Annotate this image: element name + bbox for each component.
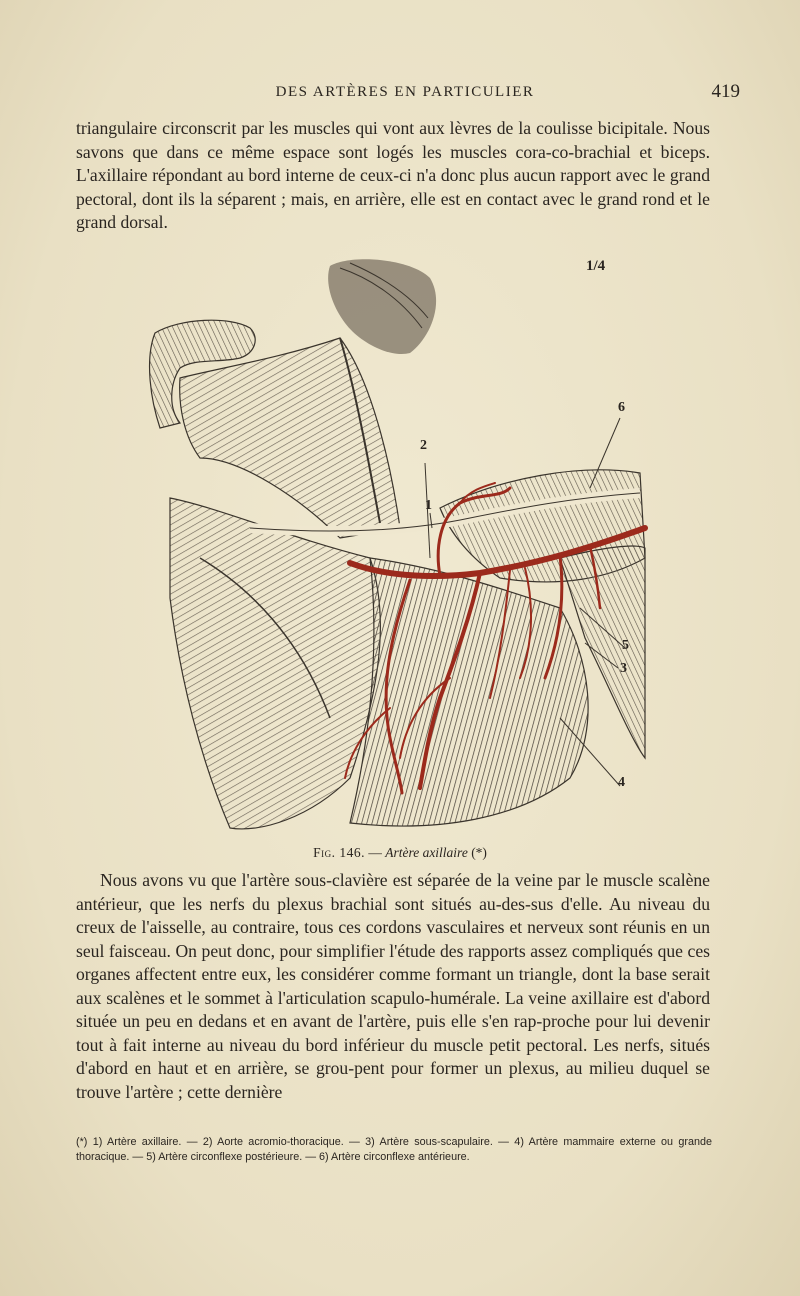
label-3: 3	[620, 661, 627, 676]
label-2: 2	[420, 438, 427, 453]
label-1: 1	[425, 498, 432, 513]
caption-marker: (*)	[467, 845, 487, 860]
paragraph-2: Nous avons vu que l'artère sous-clavière est séparée de la veine par le muscle scalène antérieur, que les nerfs du plexus brachial sont situés au-des-sus d'elle. Au niveau du creux de l'aisselle, au contraire, tous ces cordons vasculaires et nerveux sont réunis en un seul faisceau. On peut donc, pour simplifier l'étude des rapports assez compliqués que ces organes affectent entre eux, les considérer comme formant un triangle, dont la base serait aux scalènes et le sommet à l'articulation scapulo-humérale. La veine axillaire est d'abord située un peu en dedans et en avant de l'artère, puis elle s'en rap-proche pour lui devenir tout à fait interne au niveau du bord inférieur du muscle petit pectoral. Les nerfs, situés d'abord en haut et en arrière, se grou-pent pour former un plexus, au milieu duquel se trouve l'artère ; cette dernière	[76, 870, 710, 1102]
caption-number: Fig. 146.	[313, 845, 365, 860]
caption-separator: —	[364, 845, 386, 860]
neck-muscles	[180, 338, 400, 538]
caption-title: Artère axillaire	[385, 845, 468, 860]
hair-region	[328, 259, 436, 354]
running-title: DES ARTÈRES EN PARTICULIER	[275, 84, 535, 100]
figure-footnote: (*) 1) Artère axillaire. — 2) Aorte acromio-thoracique. — 3) Artère sous-scapulaire. — 4) Artère mammaire externe ou grande thoracique. — 5) Artère circonflexe postérieure. — 6) Artère circonflexe antérieure.	[76, 1136, 712, 1163]
page-number: 419	[711, 81, 740, 102]
running-head	[70, 81, 740, 108]
pectoral-muscles	[170, 498, 380, 829]
anatomical-illustration	[140, 258, 650, 840]
paragraph-1: triangulaire circonscrit par les muscles qui vont aux lèvres de la coulisse bicipitale. Nous savons que dans ce même espace sont logés les muscles cora-co-brachial et biceps. L'axillaire répondant au bord interne de ceux-ci n'a donc plus aucun rapport avec le grand pectoral, dont ils la séparent ; mais, en arrière, elle est en contact avec le grand rond et le grand dorsal.	[76, 118, 710, 232]
figure-caption	[70, 845, 730, 861]
scale-mark: 1/4	[586, 258, 606, 274]
label-5: 5	[622, 638, 629, 653]
axillary-artery-engraving	[140, 258, 650, 840]
label-6: 6	[618, 400, 625, 415]
label-4: 4	[618, 775, 625, 790]
